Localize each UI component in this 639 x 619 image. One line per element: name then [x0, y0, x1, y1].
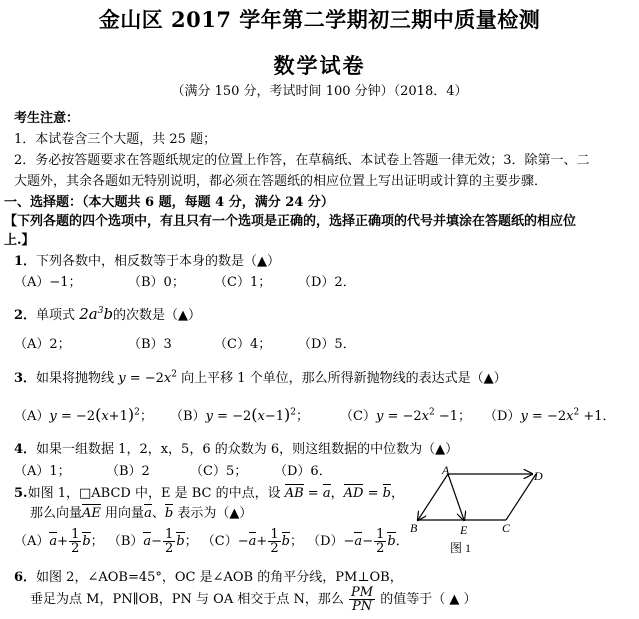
notice-item-1: 1．本试卷含三个大题，共 25 题；: [14, 132, 217, 147]
question-6-line-2: 垂足为点 M，PN∥OB，PN 与 OA 相交于点 N，那么 $\frac{PM}{PN}$ 的值等于（ ▲ ）: [30, 585, 477, 614]
label-E: E: [460, 523, 468, 537]
label-A: A: [442, 463, 450, 477]
question-6: 6．如图 2，∠AOB=45°，OC 是∠AOB 的角平分线，PM⊥OB，: [14, 570, 403, 585]
label-B: B: [410, 521, 418, 535]
question-4: 4．如果一组数据 1，2，x，5，6 的众数为 6，则这组数据的中位数为（▲）: [14, 442, 459, 457]
q3-option-b: $(B)y = -2(x-1)^2$；: [170, 405, 310, 424]
q5-option-c: （C）−a+ $\frac{1}{2}$ b: [201, 527, 290, 556]
label-C: C: [502, 521, 511, 535]
segment-CD: [506, 474, 536, 520]
question-5-line-2: 那么向量AE 用向量a、b 表示为（▲）: [30, 506, 253, 521]
page-title: 金山区 2017 学年第二学期初三期中质量检测: [98, 7, 541, 32]
vector-AE: [448, 474, 464, 520]
q2-option-c: （C）4；: [214, 337, 272, 352]
q1-option-b: （B）0；: [128, 275, 185, 290]
q5-option-b: （B）a− $\frac{1}{2}$ b: [107, 527, 185, 556]
question-2: 2．单项式 $2a^3b$的次数是（▲）: [14, 305, 202, 323]
section-instruction-1: 【下列各题的四个选项中，有且只有一个选项是正确的，选择正确项的代号并填涂在答题纸的相应位: [4, 214, 577, 229]
label-D: D: [534, 469, 543, 483]
question-3: 3．如果将抛物线 $y = -2x^2$ 向上平移 1 个单位，那么所得新抛物线的表达式是（▲）: [14, 369, 507, 386]
exam-info: （满分 150 分，考试时间 100 分钟）（2018．4）: [171, 84, 468, 99]
q2-option-a: （A）2；: [14, 337, 71, 352]
notice-item-2: 2．务必按答题要求在答题纸规定的位置上作答，在草稿纸、本试卷上答题一律无效；3．除第一、二: [14, 153, 590, 168]
figure-caption: 图 1: [450, 541, 472, 555]
q4-option-b: （B）2: [106, 464, 150, 479]
q3-option-d: $(D)y = -2x^2 +1$．: [484, 407, 616, 424]
figure-1-parallelogram: [400, 462, 570, 557]
q4-option-c: （C）5；: [190, 464, 248, 479]
q2-option-d: （D）5．: [298, 337, 356, 352]
q5-option-d: （D）−a− $\frac{1}{2}$ b: [307, 527, 396, 556]
q3-option-a: $(A)y = -2(x+1)^2$；: [14, 405, 153, 424]
question-1: 1．下列各数中，相反数等于本身的数是（▲）: [14, 254, 281, 269]
q5-options: （A）a+ $\frac{1}{2}$ b； （B）a− $\frac{1}{2}$ b； （C）−a+ $\frac{1}{2}$ b； （D）−a− $\frac{1}{2}$ b．: [14, 527, 409, 556]
q1-option-c: （C）1；: [214, 275, 272, 290]
section-heading: 一、选择题：（本大题共 6 题，每题 4 分，满分 24 分）: [4, 195, 334, 210]
q4-option-a: （A）1；: [14, 464, 71, 479]
q4-option-d: （D）6．: [274, 464, 332, 479]
section-instruction-2: 上.】: [4, 233, 35, 248]
notice-item-3: 大题外，其余各题如无特别说明，都必须在答题纸的相应位置上写出证明或计算的主要步骤．: [14, 174, 548, 189]
q3-option-c: $(C)y = -2x^2 -1$；: [340, 407, 472, 424]
question-5: 5.如图 1，□ABCD 中，E 是 BC 的中点，设 AB = a，AD = b，: [14, 486, 404, 501]
vector-AB: [418, 474, 448, 520]
q1-option-a: （A）−1；: [14, 275, 82, 290]
q2-option-b: （B）3: [128, 337, 172, 352]
q5-option-a: （A）a+ $\frac{1}{2}$ b: [14, 527, 91, 556]
notice-heading: 考生注意：: [14, 111, 80, 126]
page-subtitle: 数学试卷: [273, 53, 366, 78]
q1-option-d: （D）2．: [298, 275, 356, 290]
